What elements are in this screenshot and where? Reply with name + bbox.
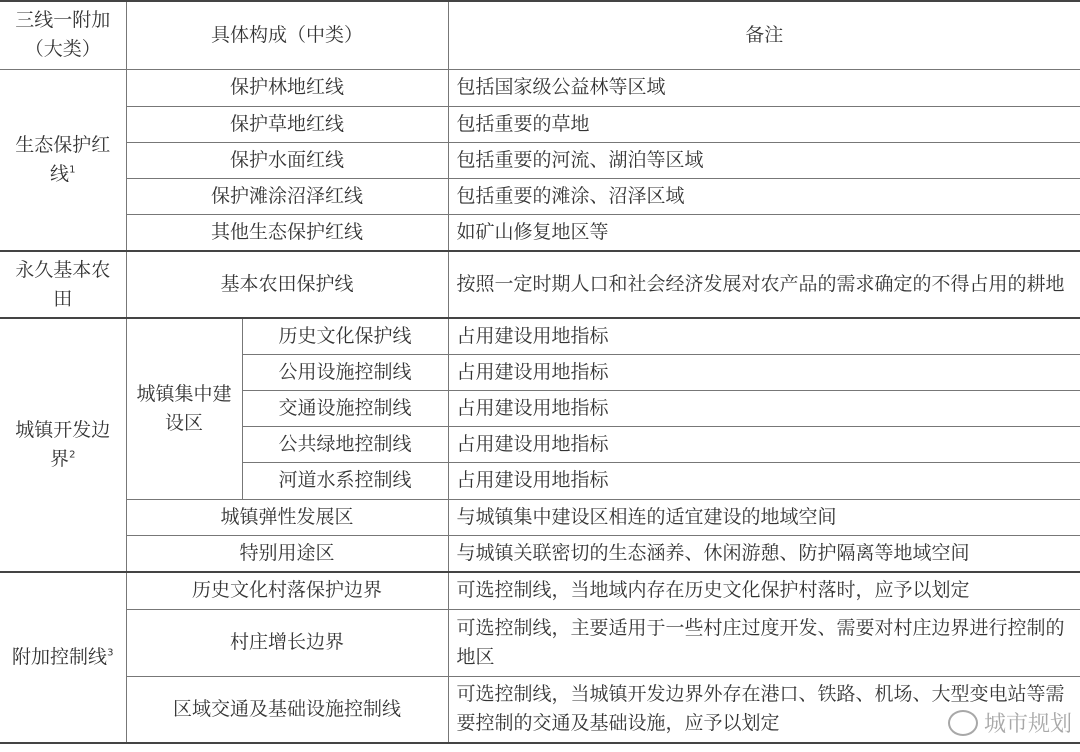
category-label: 生态保护红线 <box>15 133 111 185</box>
table-row <box>0 178 1080 214</box>
table-row <box>0 106 1080 142</box>
remark-cell: 占用建设用地指标 <box>448 390 1080 426</box>
component-cell: 城镇弹性发展区 <box>126 499 448 535</box>
component-cell: 村庄增长边界 <box>126 609 448 676</box>
category-extra <box>0 572 126 743</box>
table-row <box>0 535 1080 572</box>
header-row <box>0 1 1080 69</box>
component-cell: 保护滩涂沼泽红线 <box>126 178 448 214</box>
category-label: 城镇开发边界 <box>15 419 111 470</box>
component-cell: 交通设施控制线 <box>242 390 448 426</box>
header-remark: 备注 <box>448 1 1080 69</box>
footnote-mark: 2 <box>69 449 76 461</box>
table-row <box>0 251 1080 318</box>
component-cell: 区域交通及基础设施控制线 <box>126 676 448 743</box>
component-cell: 保护林地红线 <box>126 69 448 106</box>
remark-cell: 可选控制线，主要适用于一些村庄过度开发、需要对村庄边界进行控制的地区 <box>448 609 1080 676</box>
watermark-text: 城市规划 <box>983 712 1072 737</box>
component-cell: 历史文化村落保护边界 <box>126 572 448 609</box>
remark-cell: 可选控制线，当城镇开发边界外存在港口、铁路、机场、大型变电站等需要控制的交通及基础设施，应予以划定 <box>448 676 1080 743</box>
remark-cell: 包括重要的河流、湖泊等区域 <box>448 142 1080 178</box>
component-cell: 保护草地红线 <box>126 106 448 142</box>
category-label: 附加控制线 <box>12 646 108 668</box>
table-row <box>0 318 1080 354</box>
footnote-mark: 1 <box>69 164 76 176</box>
watermark <box>948 707 1072 738</box>
table-row <box>0 499 1080 535</box>
table-row <box>0 142 1080 178</box>
remark-cell: 包括重要的草地 <box>448 106 1080 142</box>
remark-cell: 占用建设用地指标 <box>448 426 1080 462</box>
category-farmland: 永久基本农田 <box>0 251 126 318</box>
footnote-mark: 3 <box>107 647 114 659</box>
remark-cell: 如矿山修复地区等 <box>448 214 1080 251</box>
category-ecology <box>0 69 126 251</box>
remark-cell: 与城镇集中建设区相连的适宜建设的地域空间 <box>448 499 1080 535</box>
table-row <box>0 214 1080 251</box>
table-row <box>0 69 1080 106</box>
subcategory-urban-core: 城镇集中建设区 <box>126 318 242 499</box>
remark-cell: 按照一定时期人口和社会经济发展对农产品的需求确定的不得占用的耕地 <box>448 251 1080 318</box>
remark-cell: 包括国家级公益林等区域 <box>448 69 1080 106</box>
header-category: 三线一附加（大类） <box>0 1 126 69</box>
remark-cell: 占用建设用地指标 <box>448 318 1080 354</box>
remark-cell: 包括重要的滩涂、沼泽区域 <box>448 178 1080 214</box>
component-cell: 公共绿地控制线 <box>242 426 448 462</box>
remark-cell: 占用建设用地指标 <box>448 462 1080 499</box>
table-row <box>0 676 1080 743</box>
component-cell: 公用设施控制线 <box>242 354 448 390</box>
component-cell: 特别用途区 <box>126 535 448 572</box>
component-cell: 基本农田保护线 <box>126 251 448 318</box>
header-component: 具体构成（中类） <box>126 1 448 69</box>
component-cell: 保护水面红线 <box>126 142 448 178</box>
component-cell: 历史文化保护线 <box>242 318 448 354</box>
category-urban <box>0 318 126 572</box>
component-cell: 河道水系控制线 <box>242 462 448 499</box>
remark-cell: 与城镇关联密切的生态涵养、休闲游憩、防护隔离等地域空间 <box>448 535 1080 572</box>
component-cell: 其他生态保护红线 <box>126 214 448 251</box>
remark-cell: 可选控制线，当地域内存在历史文化保护村落时，应予以划定 <box>448 572 1080 609</box>
wechat-icon <box>948 710 978 736</box>
remark-cell: 占用建设用地指标 <box>448 354 1080 390</box>
table-row <box>0 572 1080 609</box>
table-row <box>0 609 1080 676</box>
